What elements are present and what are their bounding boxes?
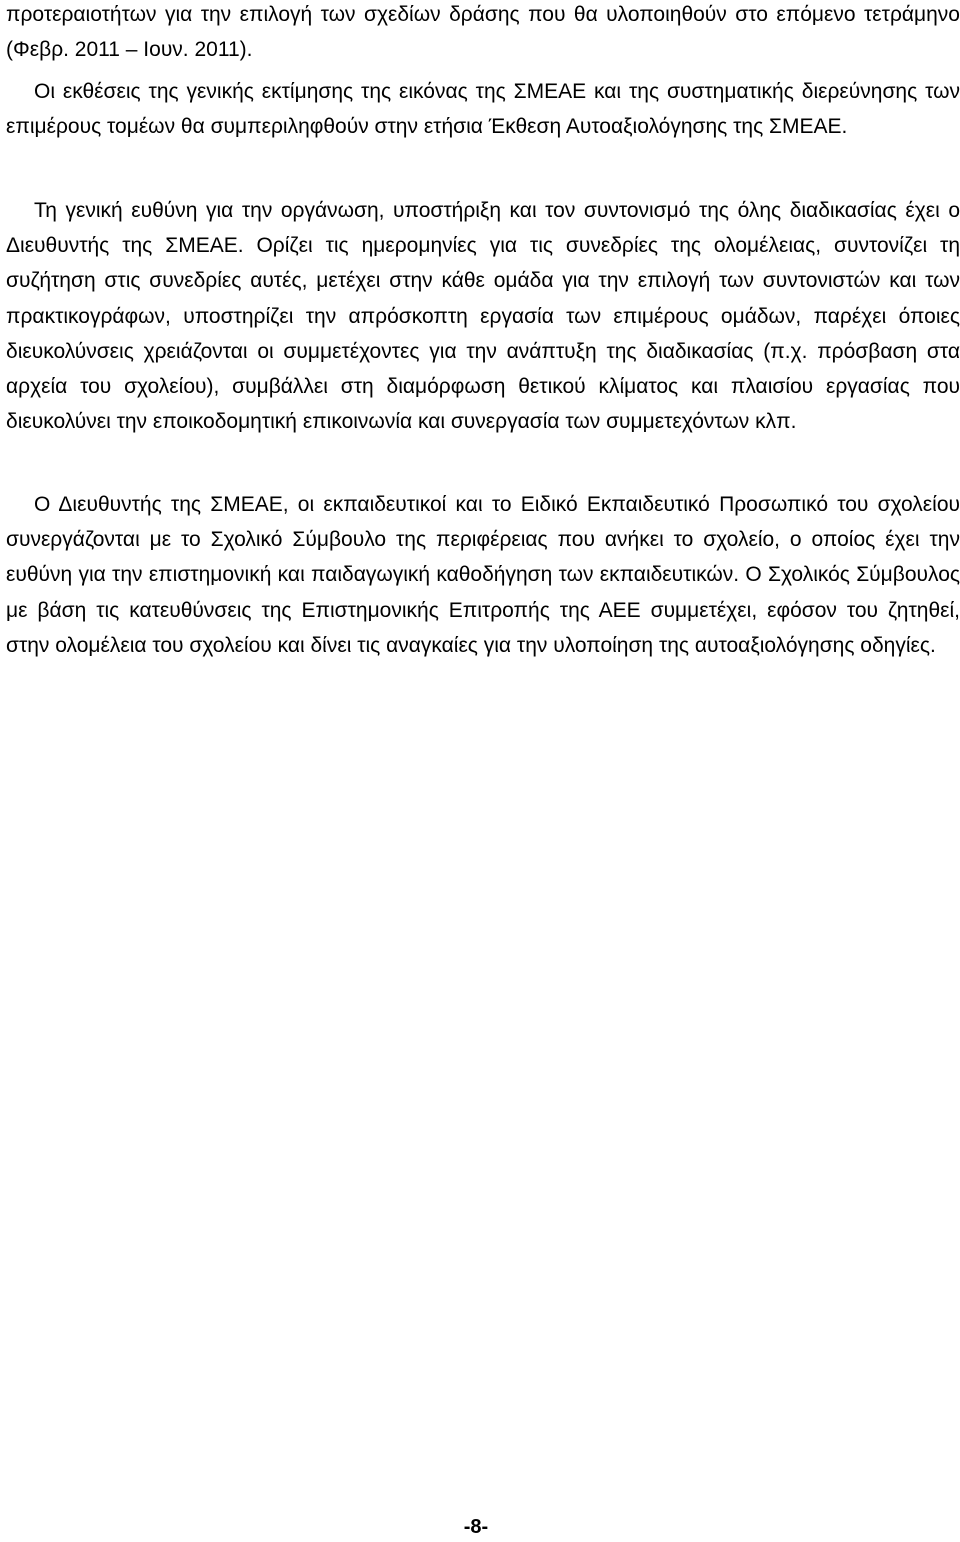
paragraph-reports: Οι εκθέσεις της γενικής εκτίμησης της εικόνας της ΣΜΕΑΕ και της συστηματικής διερεύνησης των επιμέρους τομέων θα συμπεριληφθούν στην ετήσια Έκθεση Αυτοαξιολόγησης της ΣΜΕΑΕ. (6, 80, 960, 139)
paragraph-continuation: προτεραιοτήτων για την επιλογή των σχεδίων δράσης που θα υλοποιηθούν στο επόμενο τετράμηνο (Φεβρ. 2011 – Ιουν. 2011). (6, 3, 960, 62)
paragraph-school-advisor: Ο Διευθυντής της ΣΜΕΑΕ, οι εκπαιδευτικοί και το Ειδικό Εκπαιδευτικό Προσωπικό του σχολείου συνεργάζονται με το Σχολικό Σύμβουλο της περιφέρειας που ανήκει το σχολείο, ο οποίος έχει την ευθύνη για την επιστημονική και παιδαγωγική καθοδήγηση των εκπαιδευτικών. Ο Σχολικός Σύμβουλος με βάση τις κατευθύνσεις της Επιστημονικής Επιτροπής της ΑΕΕ συμμετέχει, εφόσον του ζητηθεί, στην ολομέλεια του σχολείου και δίνει τις αναγκαίες για την υλοποίηση της αυτοαξιολόγησης οδηγίες. (6, 493, 960, 657)
paragraph-director-responsibility: Τη γενική ευθύνη για την οργάνωση, υποστήριξη και τον συντονισμό της όλης διαδικασίας έχει ο Διευθυντής της ΣΜΕΑΕ. Ορίζει τις ημερομηνίες για τις συνεδρίες της ολομέλειας, συντονίζει τη συζήτηση στις συνεδρίες αυτές, μετέχει στην κάθε ομάδα για την επιλογή των συντονιστών και των πρακτικογράφων, υποστηρίζει την απρόσκοπτη εργασία των επιμέρους ομάδων, παρέχει όποιες διευκολύνσεις χρειάζονται οι συμμετέχοντες για την ανάπτυξη της διαδικασίας (π.χ. πρόσβαση στα αρχεία του σχολείου), συμβάλλει στη διαμόρφωση θετικού κλίματος και πλαισίου εργασίας που διευκολύνει την εποικοδομητική επικοινωνία και συνεργασία των συμμετεχόντων κλπ. (6, 199, 960, 434)
document-page (6, 0, 960, 1539)
page-number: -8- (463, 1516, 489, 1538)
